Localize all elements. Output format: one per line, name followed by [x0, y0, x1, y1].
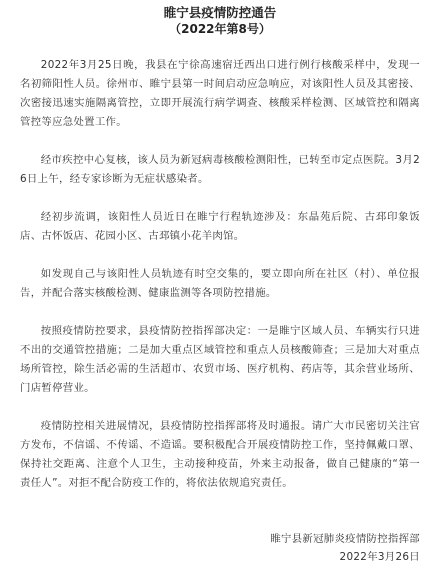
paragraph-appeal: 疫情防控相关进展情况，县疫情防控指挥部将及时通报。请广大市民密切关注官方发布，不信谣、不传谣、不造谣。要积极配合开展疫情防控工作，坚持佩戴口罩、保持社交距离、注意个人卫生，主动接种疫苗，外来主动报备，做自己健康的“第一责任人”。对拒不配合防疫工作的，将依法依规追究责任。 [20, 420, 420, 489]
paragraph-trajectory: 经初步流调，该阳性人员近日在睢宁行程轨迹涉及：东晶苑后院、古邳印象饭店、古怀饭店、花园小区、古邳镇小花羊肉馆。 [20, 211, 420, 242]
paragraph-measures: 按照疫情防控要求，县疫情防控指挥部决定：一是睢宁区域人员、车辆实行只进不出的交通管控措施；二是加大重点区域管控和重点人员核酸筛查；三是加大对重点场所管控，除生活必需的生活超市、农贸市场、医疗机构、药店等，其余营业场所、门店暂停营业。 [20, 325, 420, 394]
paragraph-incident: 2022年3月25日晚，我县在宁徐高速宿迁西出口进行例行核酸采样中，发现一名初筛阳性人员。徐州市、睢宁县第一时间启动应急响应，对该阳性人员及其密接、次密接迅速实施隔离管控，立即开展流行病学调查、核酸采样检测、区域管控和隔离管控等应急处置工作。 [20, 59, 420, 128]
notice-number: （2022年第8号） [169, 22, 271, 36]
signature-block [270, 530, 420, 566]
issuer-name: 睢宁县新冠肺炎疫情防控指挥部 [270, 533, 420, 545]
paragraph-diagnosis: 经市疾控中心复核，该人员为新冠病毒核酸检测阳性，已转至市定点医院。3月26日上午，经专家诊断为无症状感染者。 [20, 154, 420, 185]
issue-date: 2022年3月26日 [339, 551, 420, 563]
notice-title: 睢宁县疫情防控通告 [163, 5, 277, 20]
paragraph-reporting: 如发现自己与该阳性人员轨迹有时空交集的，要立即向所在社区（村）、单位报告，并配合落实核酸检测、健康监测等各项防控措施。 [20, 268, 420, 299]
